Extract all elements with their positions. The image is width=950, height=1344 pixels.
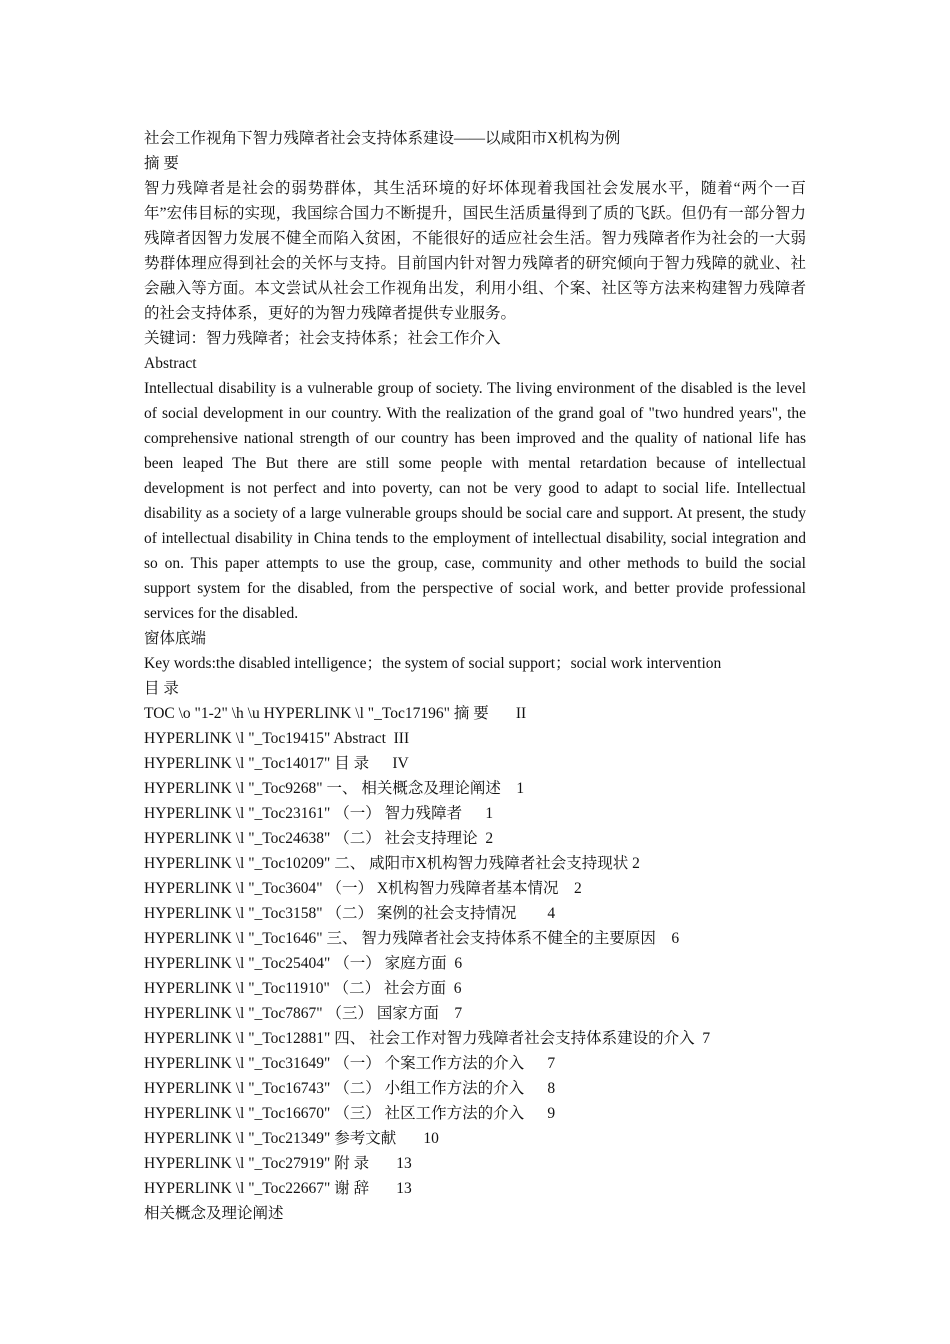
document-title: 社会工作视角下智力残障者社会支持体系建设——以咸阳市X机构为例 bbox=[144, 130, 621, 147]
toc-entry[interactable]: HYPERLINK \l "_Toc31649" （一） 个案工作方法的介入 7 bbox=[144, 1055, 556, 1072]
toc-entry[interactable]: HYPERLINK \l "_Toc25404" （一） 家庭方面 6 bbox=[144, 955, 463, 972]
toc-entry[interactable]: TOC \o "1-2" \h \u HYPERLINK \l "_Toc17196" 摘 要 II bbox=[144, 705, 527, 722]
toc-entry[interactable]: HYPERLINK \l "_Toc7867" （三） 国家方面 7 bbox=[144, 1005, 463, 1022]
abstract-cn-paragraph: 智力残障者是社会的弱势群体，其生活环境的好坏体现着我国社会发展水平，随着“两个一百年”宏伟目标的实现，我国综合国力不断提升，国民生活质量得到了质的飞跃。但仍有一部分智力残障者因智力发展不健全而陷入贫困，不能很好的适应社会生活。智力残障者作为社会的一大弱势群体理应得到社会的关怀与支持。目前国内针对智力残障者的研究倾向于智力残障的就业、社会融入等方面。本文尝试从社会工作视角出发，利用小组、个案、社区等方法来构建智力残障者的社会支持体系，更好的为智力残障者提供专业服务。 bbox=[144, 180, 806, 322]
toc-entry[interactable]: HYPERLINK \l "_Toc27919" 附 录 13 bbox=[144, 1155, 412, 1172]
abstract-en-heading: Abstract bbox=[144, 355, 197, 372]
toc-entry[interactable]: HYPERLINK \l "_Toc11910" （二） 社会方面 6 bbox=[144, 980, 462, 997]
keywords-en: Key words:the disabled intelligence；the system of social support；social work intervention bbox=[144, 655, 722, 672]
toc-entry[interactable]: HYPERLINK \l "_Toc14017" 目 录 IV bbox=[144, 755, 409, 772]
table-of-contents bbox=[144, 701, 806, 1201]
abstract-en-paragraph: Intellectual disability is a vulnerable group of society. The living environment of the disabled is the level of social development in our country. With the realization of the grand goal of "two hundred years", the comprehensive national strength of our country has been improved and the quality of national life has been leaped The But there are still some people with mental retardation because of intellectual development is not perfect and into poverty, can not be very good to adapt to social life. Intellectual disability as a society of a large vulnerable groups should be social care and support. At present, the study of intellectual disability in China tends to the employment of intellectual disability, social integration and so on. This paper attempts to use the group, case, community and other methods to build the social support system for the disabled, from the perspective of social work, and better provide professional services for the disabled. bbox=[144, 380, 806, 622]
toc-entry[interactable]: HYPERLINK \l "_Toc16743" （二） 小组工作方法的介入 8 bbox=[144, 1080, 556, 1097]
toc-entry[interactable]: HYPERLINK \l "_Toc1646" 三、 智力残障者社会支持体系不健全的主要原因 6 bbox=[144, 930, 680, 947]
keywords-cn: 关键词：智力残障者；社会支持体系；社会工作介入 bbox=[144, 330, 501, 347]
document-page bbox=[144, 126, 806, 1226]
toc-entry[interactable]: HYPERLINK \l "_Toc10209" 二、 咸阳市X机构智力残障者社会支持现状 2 bbox=[144, 855, 640, 872]
toc-entry[interactable]: HYPERLINK \l "_Toc21349" 参考文献 10 bbox=[144, 1130, 439, 1147]
toc-entry[interactable]: HYPERLINK \l "_Toc24638" （二） 社会支持理论 2 bbox=[144, 830, 494, 847]
section-heading: 相关概念及理论阐述 bbox=[144, 1205, 284, 1222]
abstract-heading: 摘 要 bbox=[144, 155, 179, 172]
toc-entry[interactable]: HYPERLINK \l "_Toc12881" 四、 社会工作对智力残障者社会支持体系建设的介入 7 bbox=[144, 1030, 711, 1047]
toc-entry[interactable]: HYPERLINK \l "_Toc19415" Abstract III bbox=[144, 730, 410, 747]
toc-entry[interactable]: HYPERLINK \l "_Toc3158" （二） 案例的社会支持情况 4 bbox=[144, 905, 556, 922]
toc-heading: 目 录 bbox=[144, 680, 179, 697]
toc-entry[interactable]: HYPERLINK \l "_Toc23161" （一） 智力残障者 1 bbox=[144, 805, 494, 822]
toc-entry[interactable]: HYPERLINK \l "_Toc3604" （一） X机构智力残障者基本情况 2 bbox=[144, 880, 582, 897]
toc-entry[interactable]: HYPERLINK \l "_Toc16670" （三） 社区工作方法的介入 9 bbox=[144, 1105, 556, 1122]
toc-entry[interactable]: HYPERLINK \l "_Toc9268" 一、 相关概念及理论阐述 1 bbox=[144, 780, 525, 797]
form-bottom-label: 窗体底端 bbox=[144, 630, 207, 647]
toc-entry[interactable]: HYPERLINK \l "_Toc22667" 谢 辞 13 bbox=[144, 1180, 412, 1197]
